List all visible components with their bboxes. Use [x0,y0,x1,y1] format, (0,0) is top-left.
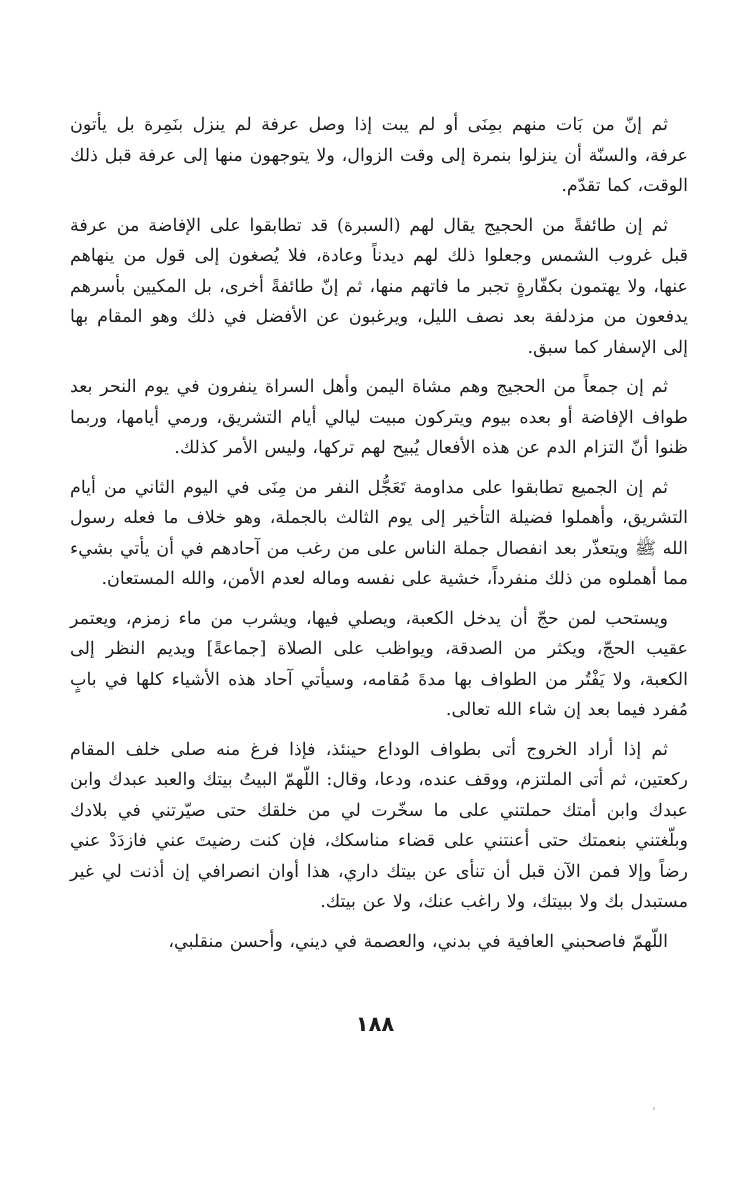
paragraph: ثم إن طائفةً من الحجيج يقال لهم (السبرة) قد تطابقوا على الإفاضة من عرفة قبل غروب الشمس وجعلوا ذلك لهم ديدناً وعادة، فلا يُصغون إلى قول من ينهاهم عنها، ولا يهتمون بكفّارةٍ تجبر ما فاتهم منها، ثم إنّ طائفةً أخرى، بل المكيين بأسرهم يدفعون من مزدلفة بعد نصف الليل، ويرغبون عن الأفضل في ذلك وهو المقام بها إلى الإسفار كما سبق. [70,215,688,358]
page-body [70,110,688,966]
paragraph: ويستحب لمن حجّ أن يدخل الكعبة، ويصلي فيها، ويشرب من ماء زمزم، ويعتمر عقيب الحجّ، ويكثر من الصدقة، ويواظب على الصلاة [جماعةً] ويديم النظر إلى الكعبة، ولا يَفْتُر من الطواف بها مدةَ مُقامه، وسيأتي آحاد هذه الأشياء كلها في بابٍ مُفرد فيما بعد إن شاء الله تعالى. [70,608,688,720]
paragraph: ثم إنّ من بَات منهم بمِنَى أو لم يبت إذا وصل عرفة لم ينزل بنَمِرة بل يأتون عرفة، والسنّة أن ينزلوا بنمرة إلى وقت الزوال، ولا يتوجهون منها إلى عرفة قبل ذلك الوقت، كما تقدّم. [70,115,688,196]
paragraph: ثم إن الجميع تطابقوا على مداومة تَعَجُّل النفر من مِنَى في اليوم الثاني من أيام التشريق، وأهملوا فضيلة التأخير إلى يوم الثالث بالجملة، وهو خلاف ما فعله رسول الله ﷺ ويتعذّر بعد انفصال جملة الناس على من رغب من آحادهم في أن يأتي بشيء مما أهملوه من ذلك منفرداً، خشية على نفسه وماله لعدم الأمن، والله المستعان. [70,477,688,589]
paragraph: ثم إن جمعاً من الحجيج وهم مشاة اليمن وأهل السراة ينفرون في يوم النحر بعد طواف الإفاضة أو بعده بيوم ويتركون مبيت ليالي أيام التشريق، ورمي أيامها، وربما ظنوا أنّ التزام الدم عن هذه الأفعال يُبيح لهم تركها، وليس الأمر كذلك. [70,377,688,458]
page-number: ١٨٨ [355,1012,395,1036]
scan-speck [653,1107,655,1110]
paragraph: ثم إذا أراد الخروج أتى بطواف الوداع حينئذ، فإذا فرغ منه صلى خلف المقام ركعتين، ثم أتى الملتزم، ووقف عنده، ودعا، وقال: اللّهمّ البيتُ بيتك والعبد عبدك وابن عبدك وابن أمتك حملتني على ما سخّرت لي من خلقك حتى صيّرتني في بلادك وبلّغتني بنعمتك حتى أعنتني على قضاء مناسكك، فإن كنت رضيتَ عني فازدَدْ عني رضاً وإلا فمن الآن قبل أن تنأى عن بيتك داري، هذا أوان انصرافي إن أذنت لي غير مستبدل بك ولا ببيتك، ولا راغب عنك، ولا عن بيتك. [70,739,688,912]
paragraph: اللّهمّ فاصحبني العافية في بدني، والعصمة في ديني، وأحسن منقلبي، [168,931,668,952]
